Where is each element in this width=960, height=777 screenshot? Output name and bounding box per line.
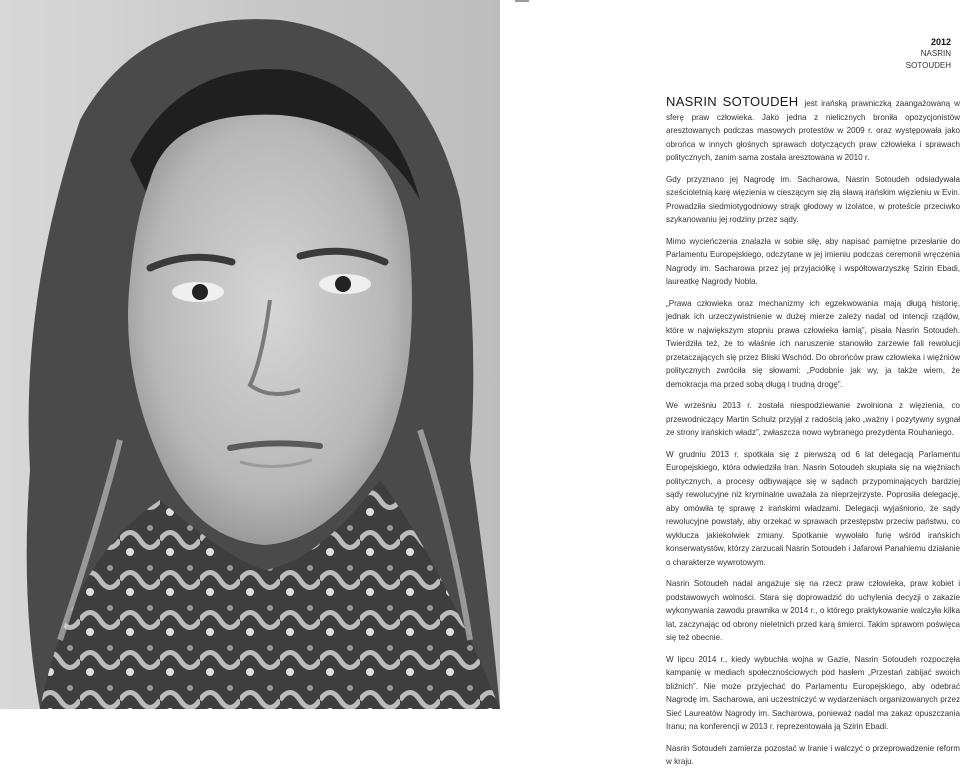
portrait-illustration (0, 0, 500, 709)
article-paragraph: W grudniu 2013 r. spotkała się z pierwszą od 6 lat delegacją Parlamentu Europejskiego, która odwiedziła Iran. Nasrin Sotoudeh skupiała się na więźniach politycznych, a procesy odbywające się w sądach przypominających bardziej sądy rewolucyjne niż kryminalne uważała za nieprzejrzyste. Poprosiła delegację, aby omówiła tę sprawę z irańskimi władzami. Delegacji wyjaśniono, że sądy rewolucyjne powstały, aby orzekać w sprawach przestępstw przeciw państwu, co wyklucza jakiekolwiek zmiany. Spotkanie wywołało furię wśród irańskich konserwatystów, którzy zarzucali Nasrin Sotoudeh i Jafarowi Panahiemu działanie o charakterze wywrotowym. (666, 449, 960, 567)
laureate-first-name: NASRIN (920, 49, 951, 58)
article-paragraph: Nasrin Sotoudeh nadal angażuje się na rzecz praw człowieka, praw kobiet i podstawowych wolności. Stara się doprowadzić do uchylenia decyzji o zakazie wykonywania zawodu prawnika w 2014 r., o którego praktykowanie walczyła kilka lat, zaczynając od obrony nieletnich przed karą śmierci. Takim sprawom poświęca się też obecnie. (666, 579, 960, 642)
lead-text: jest irańską prawniczką zaangażowaną w sferę praw człowieka. Jako jedna z nielicznych broniła opozycjonistów aresztowanych podczas masowych protestów w 2009 r. oraz występowała jako obrońca w innych głośnych sprawach dotyczących praw człowieka i sprawach politycznych, zanim sama została aresztowana w 2010 r. (666, 99, 960, 162)
lead-name: NASRIN SOTOUDEH (666, 94, 799, 109)
corner-header (906, 36, 951, 72)
award-year: 2012 (930, 37, 951, 47)
article-paragraph: Gdy przyznano jej Nagrodę im. Sacharowa, Nasrin Sotoudeh odsiadywała sześcioletnią karę więzienia w cieszącym się złą sławą irańskim więzieniu w Evin. Prowadziła siedmiotygodniowy strajk głodowy w izolatce, w proteście przeciwko szykanowaniu jej rodziny przez sądy. (666, 174, 960, 224)
article-paragraph: W lipcu 2014 r., kiedy wybuchła wojna w Gazie, Nasrin Sotoudeh rozpoczęła kampanię w mediach społecznościowych pod hasłem „Przestań zabijać swoich bliźnich”. Nie może przyjechać do Parlamentu Europejskiego, aby odebrać Nagrodę im. Sacharowa, ani uczestniczyć w wydarzeniach organizowanych przez Sieć Laureatów Nagrody im. Sacharowa, ponieważ nadal ma zakaz opuszczania Iranu; na konferencji w 2013 r. reprezentowała ją Szirin Ebadi. (666, 654, 960, 731)
page-edge-mark (515, 0, 529, 2)
article-paragraph: Mimo wycieńczenia znalazła w sobie siłę, aby napisać pamiętne przesłanie do Parlamentu Europejskiego, odczytane w jej imieniu podczas ceremonii wręczenia Nagrody im. Sacharowa przez jej przyjaciółkę i współtowarzyszkę Szirin Ebadi, laureatkę Nagrody Nobla. (666, 236, 960, 286)
article-paragraph: We wrześniu 2013 r. została niespodziewanie zwolniona z więzienia, co przewodniczący Martin Schulz przyjął z radością jako „ważny i pozytywny sygnał ze strony irańskich władz”, zwłaszcza nowo wybranego prezydenta Rouhaniego. (666, 401, 960, 437)
article-paragraph: „Prawa człowieka oraz mechanizmy ich egzekwowania mają długą historię, jednak ich urzeczywistnienie w dużej mierze zależy nadal od intencji rządów, które w największym stopniu prawa człowieka łamią”, pisała Nasrin Sotoudeh. Twierdziła też, że to właśnie ich naruszenie stanowiło zarzewie fali rewolucji przetaczających się przez Bliski Wschód. Do obrońców praw człowieka i więźniów politycznych zwróciła się słowami: „Podobnie jak wy, ja także wiem, że demokracja ma przed sobą długą i trudną drogę”. (666, 298, 960, 389)
laureate-last-name: SOTOUDEH (905, 61, 951, 70)
article-paragraph: Nasrin Sotoudeh zamierza pozostać w Iranie i walczyć o przeprowadzenie reform w kraju. (666, 743, 960, 766)
portrait-photo (0, 0, 500, 709)
article-body (666, 95, 960, 777)
article-lead-paragraph (666, 95, 960, 165)
